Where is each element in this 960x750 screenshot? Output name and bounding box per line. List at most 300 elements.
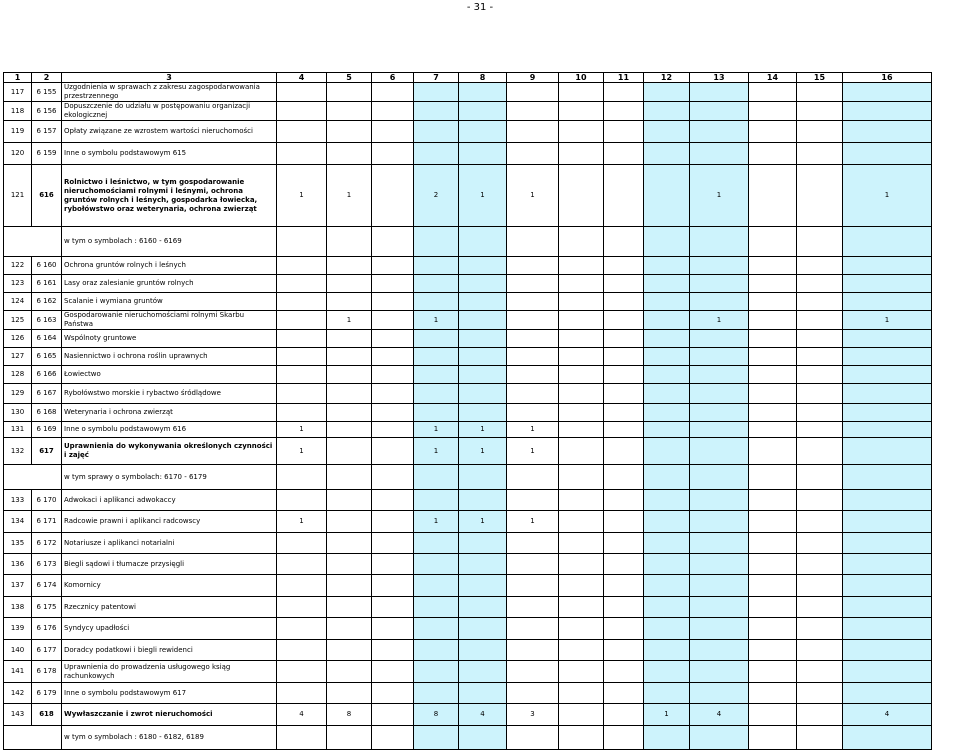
count-cell: [749, 293, 797, 311]
count-cell: [797, 165, 843, 227]
count-cell: [459, 533, 507, 554]
count-cell: [797, 330, 843, 348]
count-cell: 1: [414, 511, 459, 533]
row-number: 123: [4, 275, 32, 293]
count-cell: [797, 227, 843, 257]
count-cell: [690, 293, 749, 311]
count-cell: [372, 348, 414, 366]
count-cell: 1: [414, 422, 459, 438]
count-cell: [644, 511, 690, 533]
count-cell: [843, 618, 932, 640]
count-cell: [843, 640, 932, 661]
count-cell: [559, 311, 604, 330]
count-cell: [690, 83, 749, 102]
count-cell: [372, 143, 414, 165]
count-cell: [372, 640, 414, 661]
count-cell: [644, 465, 690, 490]
table-row: [4, 366, 932, 384]
count-cell: [604, 575, 644, 597]
row-number: 126: [4, 330, 32, 348]
count-cell: [372, 366, 414, 384]
column-header: 8: [459, 73, 507, 83]
count-cell: [277, 366, 327, 384]
count-cell: [559, 683, 604, 704]
count-cell: [459, 404, 507, 422]
count-cell: [372, 661, 414, 683]
subsection-note: w tym sprawy o symbolach: 6170 - 6179: [62, 465, 277, 490]
description-cell: Nasiennictwo i ochrona roślin uprawnych: [62, 348, 277, 366]
count-cell: [690, 275, 749, 293]
count-cell: [797, 683, 843, 704]
count-cell: [372, 275, 414, 293]
count-cell: [749, 511, 797, 533]
count-cell: [797, 640, 843, 661]
column-header: 2: [32, 73, 62, 83]
count-cell: [559, 465, 604, 490]
count-cell: [559, 618, 604, 640]
count-cell: [372, 422, 414, 438]
description-cell: Inne o symbolu podstawowym 616: [62, 422, 277, 438]
count-cell: [644, 227, 690, 257]
symbol-cell: 6 178: [32, 661, 62, 683]
count-cell: 1: [843, 165, 932, 227]
count-cell: [690, 683, 749, 704]
count-cell: [507, 348, 559, 366]
count-cell: 4: [277, 704, 327, 726]
count-cell: [604, 293, 644, 311]
count-cell: [843, 422, 932, 438]
count-cell: [604, 366, 644, 384]
count-cell: [414, 227, 459, 257]
count-cell: [414, 465, 459, 490]
count-cell: [644, 640, 690, 661]
count-cell: [507, 597, 559, 618]
subsection-note: w tym o symbolach : 6160 - 6169: [62, 227, 277, 257]
count-cell: [843, 121, 932, 143]
count-cell: [749, 384, 797, 404]
count-cell: [749, 661, 797, 683]
count-cell: [459, 83, 507, 102]
count-cell: [414, 102, 459, 121]
count-cell: [604, 83, 644, 102]
count-cell: [559, 121, 604, 143]
count-cell: [372, 257, 414, 275]
count-cell: [843, 404, 932, 422]
description-cell: Notariusze i aplikanci notarialni: [62, 533, 277, 554]
table-row: [4, 554, 932, 575]
count-cell: [372, 704, 414, 726]
count-cell: [749, 366, 797, 384]
count-cell: [797, 661, 843, 683]
table-row: [4, 257, 932, 275]
symbol-cell: 6 159: [32, 143, 62, 165]
description-cell: Łowiectwo: [62, 366, 277, 384]
count-cell: [507, 121, 559, 143]
count-cell: [559, 83, 604, 102]
count-cell: [797, 257, 843, 275]
symbol-cell: 6 173: [32, 554, 62, 575]
count-cell: [414, 293, 459, 311]
table-row: [4, 618, 932, 640]
statistics-table: [3, 72, 932, 750]
count-cell: [644, 438, 690, 465]
count-cell: [372, 465, 414, 490]
count-cell: [749, 465, 797, 490]
count-cell: [414, 683, 459, 704]
count-cell: [372, 726, 414, 750]
count-cell: [372, 511, 414, 533]
count-cell: [327, 661, 372, 683]
column-header: 14: [749, 73, 797, 83]
column-header: 12: [644, 73, 690, 83]
count-cell: [604, 102, 644, 121]
count-cell: [644, 311, 690, 330]
table-row: [4, 102, 932, 121]
count-cell: [843, 683, 932, 704]
count-cell: [690, 121, 749, 143]
count-cell: [372, 330, 414, 348]
table-row: [4, 384, 932, 404]
count-cell: [797, 121, 843, 143]
count-cell: [372, 227, 414, 257]
description-cell: Wywłaszczanie i zwrot nieruchomości: [62, 704, 277, 726]
row-number: 134: [4, 511, 32, 533]
count-cell: [414, 533, 459, 554]
column-header: 6: [372, 73, 414, 83]
count-cell: [327, 384, 372, 404]
count-cell: [604, 683, 644, 704]
count-cell: [327, 102, 372, 121]
count-cell: [372, 438, 414, 465]
count-cell: [277, 465, 327, 490]
count-cell: [459, 465, 507, 490]
count-cell: [690, 726, 749, 750]
count-cell: [327, 293, 372, 311]
count-cell: [797, 490, 843, 511]
count-cell: [644, 554, 690, 575]
description-cell: Rolnictwo i leśnictwo, w tym gospodarowanie nieruchomościami rolnymi i leśnymi, ochrona gruntów rolnych i leśnych, gospodarka łowiecka, rybołówstwo oraz weterynaria, ochrona zwierząt: [62, 165, 277, 227]
count-cell: [749, 597, 797, 618]
symbol-cell: 6 166: [32, 366, 62, 384]
description-cell: Dopuszczenie do udziału w postępowaniu organizacji ekologicznej: [62, 102, 277, 121]
row-number: 136: [4, 554, 32, 575]
table-row: [4, 597, 932, 618]
count-cell: [749, 330, 797, 348]
count-cell: [843, 438, 932, 465]
count-cell: [327, 597, 372, 618]
description-cell: Gospodarowanie nieruchomościami rolnymi Skarbu Państwa: [62, 311, 277, 330]
count-cell: [277, 384, 327, 404]
count-cell: [507, 275, 559, 293]
symbol-cell: 6 169: [32, 422, 62, 438]
count-cell: [559, 348, 604, 366]
count-cell: [327, 465, 372, 490]
count-cell: [644, 83, 690, 102]
count-cell: [644, 490, 690, 511]
description-cell: Weterynaria i ochrona zwierząt: [62, 404, 277, 422]
count-cell: [559, 438, 604, 465]
count-cell: [327, 618, 372, 640]
count-cell: 1: [459, 165, 507, 227]
count-cell: [327, 640, 372, 661]
count-cell: [797, 311, 843, 330]
count-cell: [277, 348, 327, 366]
count-cell: [372, 575, 414, 597]
count-cell: 4: [843, 704, 932, 726]
count-cell: [559, 165, 604, 227]
description-cell: Syndycy upadłości: [62, 618, 277, 640]
count-cell: [559, 366, 604, 384]
description-cell: Scalanie i wymiana gruntów: [62, 293, 277, 311]
count-cell: [414, 661, 459, 683]
count-cell: [797, 618, 843, 640]
count-cell: 8: [414, 704, 459, 726]
count-cell: [372, 683, 414, 704]
count-cell: [277, 330, 327, 348]
count-cell: [559, 275, 604, 293]
symbol-cell: 6 175: [32, 597, 62, 618]
count-cell: [559, 330, 604, 348]
count-cell: [507, 490, 559, 511]
count-cell: [414, 330, 459, 348]
description-cell: Ochrona gruntów rolnych i leśnych: [62, 257, 277, 275]
description-cell: Uprawnienia do wykonywania określonych czynności i zajęć: [62, 438, 277, 465]
count-cell: [507, 293, 559, 311]
count-cell: [843, 490, 932, 511]
count-cell: 1: [327, 311, 372, 330]
table-row: [4, 533, 932, 554]
count-cell: [459, 384, 507, 404]
count-cell: 1: [414, 311, 459, 330]
count-cell: [372, 311, 414, 330]
count-cell: [604, 121, 644, 143]
row-number: 124: [4, 293, 32, 311]
count-cell: [277, 683, 327, 704]
count-cell: [843, 366, 932, 384]
count-cell: [507, 465, 559, 490]
count-cell: [749, 311, 797, 330]
count-cell: [604, 311, 644, 330]
count-cell: [372, 618, 414, 640]
count-cell: [327, 121, 372, 143]
count-cell: [559, 511, 604, 533]
column-header: 10: [559, 73, 604, 83]
row-number: 142: [4, 683, 32, 704]
count-cell: [749, 121, 797, 143]
symbol-cell: 617: [32, 438, 62, 465]
subsection-row: [4, 465, 932, 490]
count-cell: [459, 257, 507, 275]
count-cell: [414, 275, 459, 293]
count-cell: [507, 575, 559, 597]
count-cell: [507, 683, 559, 704]
count-cell: [507, 366, 559, 384]
count-cell: [277, 102, 327, 121]
column-header: 15: [797, 73, 843, 83]
table-row: [4, 165, 932, 227]
count-cell: 4: [690, 704, 749, 726]
count-cell: [690, 618, 749, 640]
count-cell: 2: [414, 165, 459, 227]
row-number: 120: [4, 143, 32, 165]
row-number: 127: [4, 348, 32, 366]
count-cell: [277, 726, 327, 750]
symbol-cell: 6 157: [32, 121, 62, 143]
count-cell: [690, 422, 749, 438]
count-cell: [507, 533, 559, 554]
description-cell: Lasy oraz zalesianie gruntów rolnych: [62, 275, 277, 293]
count-cell: [507, 143, 559, 165]
count-cell: [277, 275, 327, 293]
count-cell: [797, 102, 843, 121]
count-cell: [843, 726, 932, 750]
row-number: 122: [4, 257, 32, 275]
count-cell: [604, 465, 644, 490]
count-cell: [690, 143, 749, 165]
row-number: 140: [4, 640, 32, 661]
count-cell: [797, 366, 843, 384]
count-cell: [459, 348, 507, 366]
symbol-cell: 6 164: [32, 330, 62, 348]
row-number: 138: [4, 597, 32, 618]
count-cell: [604, 330, 644, 348]
count-cell: [559, 490, 604, 511]
count-cell: [277, 257, 327, 275]
count-cell: [507, 384, 559, 404]
count-cell: [797, 704, 843, 726]
count-cell: [414, 83, 459, 102]
table-row: [4, 511, 932, 533]
symbol-cell: 6 160: [32, 257, 62, 275]
count-cell: [277, 311, 327, 330]
count-cell: [690, 597, 749, 618]
count-cell: 1: [507, 422, 559, 438]
count-cell: [559, 257, 604, 275]
count-cell: [604, 661, 644, 683]
table-row: [4, 121, 932, 143]
count-cell: [604, 165, 644, 227]
count-cell: [604, 348, 644, 366]
symbol-cell: 6 156: [32, 102, 62, 121]
count-cell: [327, 683, 372, 704]
symbol-cell: 6 168: [32, 404, 62, 422]
count-cell: [327, 227, 372, 257]
count-cell: [277, 618, 327, 640]
count-cell: [843, 384, 932, 404]
count-cell: [797, 511, 843, 533]
count-cell: [797, 465, 843, 490]
count-cell: [414, 618, 459, 640]
table-row: [4, 348, 932, 366]
count-cell: 3: [507, 704, 559, 726]
count-cell: [690, 465, 749, 490]
count-cell: [797, 597, 843, 618]
count-cell: [459, 121, 507, 143]
count-cell: [327, 83, 372, 102]
count-cell: [690, 533, 749, 554]
column-header: 1: [4, 73, 32, 83]
count-cell: [559, 384, 604, 404]
symbol-cell: 6 177: [32, 640, 62, 661]
count-cell: [414, 121, 459, 143]
symbol-cell: 6 172: [32, 533, 62, 554]
table-row: [4, 143, 932, 165]
count-cell: 1: [843, 311, 932, 330]
count-cell: [459, 726, 507, 750]
column-header: 16: [843, 73, 932, 83]
count-cell: [559, 422, 604, 438]
count-cell: [327, 726, 372, 750]
row-number: 139: [4, 618, 32, 640]
count-cell: [459, 227, 507, 257]
count-cell: [372, 533, 414, 554]
count-cell: [690, 640, 749, 661]
count-cell: [604, 438, 644, 465]
row-number: 135: [4, 533, 32, 554]
count-cell: [414, 554, 459, 575]
count-cell: [277, 404, 327, 422]
count-cell: [690, 661, 749, 683]
table-row: [4, 438, 932, 465]
count-cell: [797, 422, 843, 438]
count-cell: [277, 227, 327, 257]
count-cell: [749, 726, 797, 750]
count-cell: [459, 490, 507, 511]
count-cell: [749, 490, 797, 511]
count-cell: [644, 597, 690, 618]
count-cell: [372, 597, 414, 618]
empty-cell: [4, 726, 62, 750]
count-cell: [749, 618, 797, 640]
count-cell: [644, 293, 690, 311]
count-cell: [749, 704, 797, 726]
count-cell: [797, 575, 843, 597]
count-cell: [604, 726, 644, 750]
symbol-cell: 6 170: [32, 490, 62, 511]
count-cell: [277, 661, 327, 683]
count-cell: [690, 348, 749, 366]
description-cell: Uzgodnienia w sprawach z zakresu zagospodarwowania przestrzennego: [62, 83, 277, 102]
count-cell: [327, 533, 372, 554]
column-header: 5: [327, 73, 372, 83]
description-cell: Rzecznicy patentowi: [62, 597, 277, 618]
count-cell: [327, 575, 372, 597]
row-number: 119: [4, 121, 32, 143]
count-cell: [372, 404, 414, 422]
count-cell: [604, 257, 644, 275]
description-cell: Rybołówstwo morskie i rybactwo śródlądowe: [62, 384, 277, 404]
count-cell: [459, 554, 507, 575]
count-cell: [507, 554, 559, 575]
table-body: [4, 83, 932, 750]
empty-cell: [4, 465, 62, 490]
description-cell: Opłaty związane ze wzrostem wartości nieruchomości: [62, 121, 277, 143]
row-number: 125: [4, 311, 32, 330]
count-cell: [414, 348, 459, 366]
count-cell: [327, 275, 372, 293]
count-cell: [327, 554, 372, 575]
count-cell: [507, 640, 559, 661]
count-cell: [459, 366, 507, 384]
count-cell: [414, 143, 459, 165]
count-cell: [644, 575, 690, 597]
count-cell: [604, 640, 644, 661]
count-cell: [277, 533, 327, 554]
count-cell: 4: [459, 704, 507, 726]
symbol-cell: 6 171: [32, 511, 62, 533]
count-cell: 1: [690, 311, 749, 330]
count-cell: [843, 533, 932, 554]
